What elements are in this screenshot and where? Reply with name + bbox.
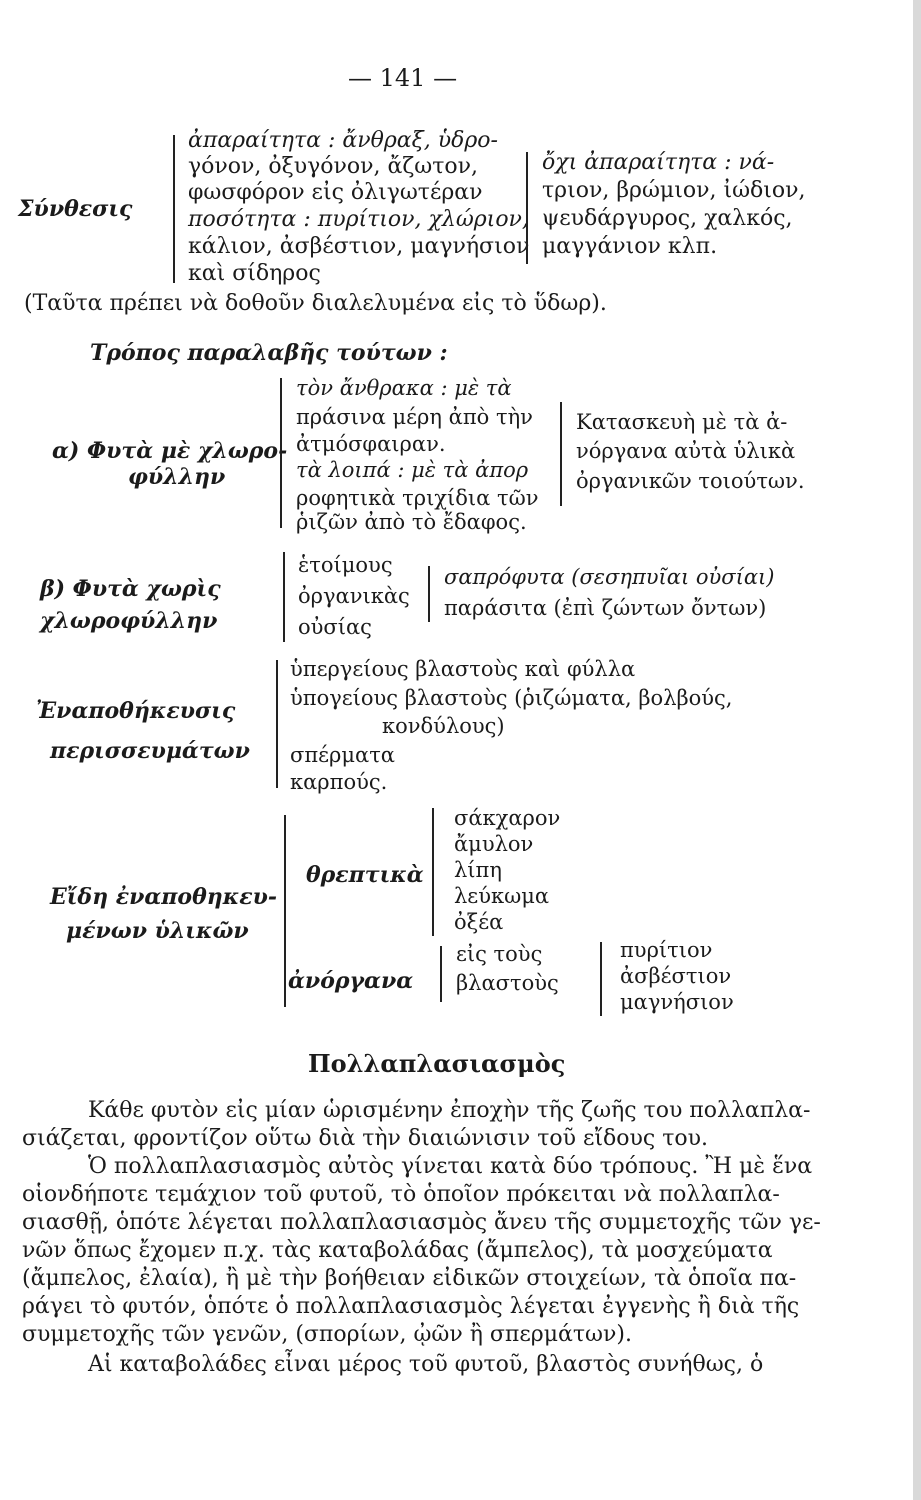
- brace: [173, 135, 175, 283]
- storage-line: καρπούς.: [290, 770, 388, 794]
- nutritive-item: λίπη: [454, 858, 502, 882]
- synthesis-note: (Ταῦτα πρέπει νὰ δοθοῦν διαλελυμένα εἰς τὸ ὕδωρ).: [24, 291, 607, 316]
- paragraph-line: σιάζεται, φροντίζον οὕτω διὰ τὴν διαιώνισιν τοῦ εἴδους του.: [22, 1126, 708, 1151]
- nutritive-item: ὀξέα: [454, 910, 504, 934]
- synthesis-required-line: ἀπαραίτητα : ἄνθραξ, ὑδρο-: [188, 128, 498, 153]
- storage-line: ὑπεργείους βλαστοὺς καὶ φύλλα: [290, 657, 636, 681]
- uptake-b-type: [444, 567, 774, 588]
- brace: [600, 942, 602, 1016]
- paragraph-line: συμμετοχῆς τῶν γενῶν, (σπορίων, ᾠῶν ἢ σπερμάτων).: [22, 1322, 632, 1347]
- brace: [276, 660, 278, 788]
- synthesis-optional-line: ψευδάργυρος, χαλκός,: [542, 206, 793, 231]
- storage-line: κονδύλους): [382, 714, 505, 738]
- synthesis-required-line: κάλιον, ἀσβέστιον, μαγνήσιον: [188, 234, 530, 259]
- brace: [280, 378, 282, 528]
- stored-kinds-label: μένων ὑλικῶν: [66, 918, 249, 944]
- brace: [432, 808, 434, 936]
- brace: [428, 566, 430, 622]
- inorganic-item: πυρίτιον: [620, 938, 713, 962]
- uptake-b-label: β) Φυτὰ χωρὶς: [40, 576, 221, 602]
- uptake-a-label: α) Φυτὰ μὲ χλωρο-: [52, 438, 288, 464]
- stored-kinds-label: Εἴδη ἐναποθηκευ-: [50, 884, 278, 910]
- nutritive-item: σάκχαρον: [454, 806, 561, 830]
- brace: [526, 152, 528, 264]
- storage-line: ὑπογείους βλαστοὺς (ῥιζώματα, βολβούς,: [290, 686, 733, 710]
- synthesis-optional-line: ὄχι ἀπαραίτητα : νά-: [542, 150, 775, 175]
- synthesis-label: Σύνθεσις: [18, 196, 133, 222]
- brace: [440, 946, 442, 1002]
- nutritive-label: θρεπτικὰ: [306, 862, 424, 888]
- paragraph-line: Κάθε φυτὸν εἰς μίαν ὡρισμένην ἐποχὴν τῆς ζωῆς του πολλαπλα-: [88, 1098, 811, 1123]
- uptake-b-line: οὐσίας: [298, 615, 372, 639]
- storage-label: περισσευμάτων: [50, 738, 250, 764]
- uptake-b-label: χλωροφύλλην: [40, 608, 218, 634]
- synthesis-optional-line: μαγγάνιον κλπ.: [542, 234, 718, 259]
- synthesis-required-line: ποσότητα : πυρίτιον, χλώριον,: [188, 207, 529, 232]
- uptake-heading: Τρόπος παραλαβῆς τούτων :: [90, 340, 448, 366]
- uptake-b-line: ἑτοίμους: [298, 553, 393, 577]
- uptake-a-line: ῥιζῶν ἀπὸ τὸ ἔδαφος.: [296, 510, 527, 534]
- inorganic-where: εἰς τοὺς: [456, 942, 543, 966]
- uptake-a-label: φύλλην: [128, 464, 226, 490]
- uptake-b-type-text: παράσιτα (ἐπὶ ζώντων ὄντων): [444, 596, 767, 620]
- paragraph-line: Ὁ πολλαπλασιασμὸς αὐτὸς γίνεται κατὰ δύο τρόπους. Ἢ μὲ ἕνα: [88, 1154, 813, 1179]
- brace: [560, 402, 562, 506]
- uptake-a-note-line: ὀργανικῶν τοιούτων.: [576, 469, 805, 493]
- synthesis-required-line: καὶ σίδηρος: [188, 261, 321, 286]
- uptake-a-note-line: Κατασκευὴ μὲ τὰ ἀ-: [576, 410, 788, 434]
- nutritive-item: ἄμυλον: [454, 832, 534, 856]
- synthesis-required-line: γόνον, ὀξυγόνον, ἄζωτον,: [188, 154, 478, 179]
- uptake-b-type-text: σαπρόφυτα (σεσηπυῖαι οὐσίαι): [444, 565, 775, 589]
- uptake-a-line: πράσινα μέρη ἀπὸ τὴν: [296, 405, 533, 429]
- page-edge: [913, 0, 921, 1500]
- paragraph-line: νῶν ὅπως ἔχομεν π.χ. τὰς καταβολάδας (ἄμπελος), τὰ μοσχεύματα: [22, 1238, 773, 1263]
- brace: [283, 552, 285, 642]
- storage-line: σπέρματα: [290, 743, 395, 767]
- synthesis-required-line: φωσφόρον εἰς ὀλιγωτέραν: [188, 180, 483, 205]
- uptake-a-line: ἀτμόσφαιραν.: [296, 432, 446, 456]
- paragraph-line: Αἱ καταβολάδες εἶναι μέρος τοῦ φυτοῦ, βλαστὸς συνήθως, ὁ: [88, 1352, 764, 1377]
- uptake-b-type: [444, 598, 766, 619]
- uptake-a-note-line: νόργανα αὐτὰ ὑλικὰ: [576, 439, 796, 463]
- inorganic-where: βλαστοὺς: [456, 971, 559, 995]
- uptake-a-line: τὸν ἄνθρακα : μὲ τὰ: [296, 376, 512, 400]
- section-title: Πολλαπλασιασμὸς: [308, 1049, 566, 1078]
- paragraph-line: οἱονδήποτε τεμάχιον τοῦ φυτοῦ, τὸ ὁποῖον πρόκειται νὰ πολλαπλα-: [22, 1182, 780, 1207]
- page-number: — 141 —: [348, 64, 458, 92]
- uptake-a-line: τὰ λοιπά : μὲ τὰ ἀπορ: [296, 458, 529, 482]
- paragraph-line: ράγει τὸ φυτόν, ὁπότε ὁ πολλαπλασιασμὸς λέγεται ἐγγενὴς ἢ διὰ τῆς: [22, 1294, 800, 1319]
- paragraph-line: σιασθῇ, ὁπότε λέγεται πολλαπλασιασμὸς ἄνευ τῆς συμμετοχῆς τῶν γε-: [22, 1210, 821, 1235]
- uptake-a-line: ροφητικὰ τριχίδια τῶν: [296, 486, 539, 510]
- uptake-b-line: ὀργανικὰς: [298, 584, 410, 608]
- brace: [284, 815, 286, 1007]
- synthesis-optional-line: τριον, βρώμιον, ἰώδιον,: [542, 178, 806, 203]
- nutritive-item: λεύκωμα: [454, 884, 550, 908]
- paragraph-line: (ἄμπελος, ἐλαία), ἢ μὲ τὴν βοήθειαν εἰδικῶν στοιχείων, τὰ ὁποῖα πα-: [22, 1266, 797, 1291]
- storage-label: Ἐναποθήκευσις: [36, 698, 236, 724]
- inorganic-item: μαγνήσιον: [620, 990, 734, 1014]
- inorganic-label: ἀνόργανα: [288, 968, 414, 994]
- inorganic-item: ἀσβέστιον: [620, 964, 732, 988]
